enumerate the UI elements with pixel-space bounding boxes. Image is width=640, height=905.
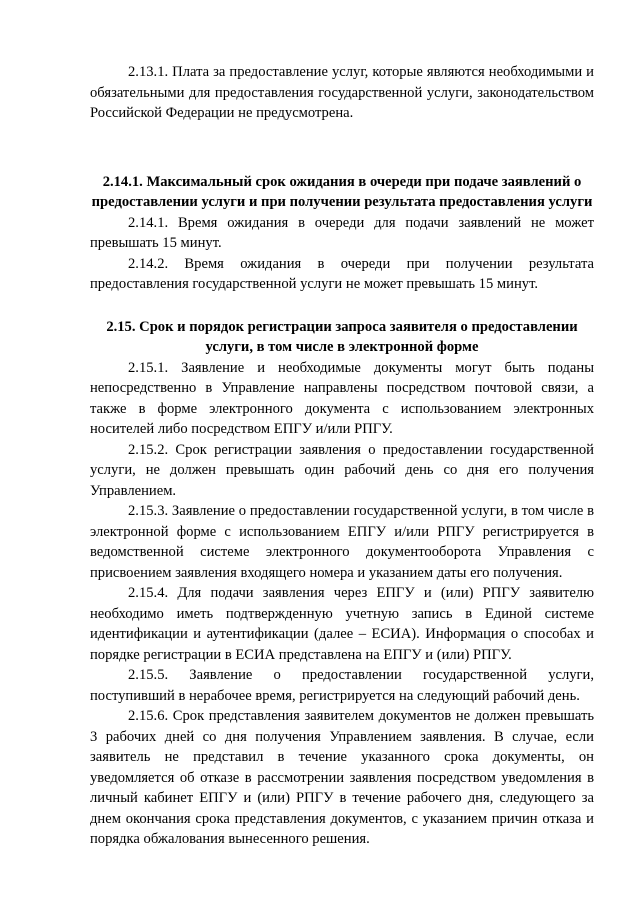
section-spacer	[90, 295, 594, 317]
paragraph-2-15-3: 2.15.3. Заявление о предоставлении государственной услуги, в том числе в электронной форме с использованием ЕПГУ и/или РПГУ регистрируется в ведомственной системе электронного документооборота Управления с присвоением заявления входящего номера и указанием даты его получения.	[90, 503, 594, 581]
paragraph-2-15-2: 2.15.2. Срок регистрации заявления о предоставлении государственной услуги, не должен превышать один рабочий день со дня его получения Управлением.	[90, 441, 594, 499]
section-spacer	[90, 124, 594, 172]
section-heading-2-14-1: 2.14.1. Максимальный срок ожидания в очереди при подаче заявлений о предоставлении услуги и при получении результата предоставления услуги	[91, 173, 593, 210]
paragraph-2-13-1: 2.13.1. Плата за предоставление услуг, которые являются необходимыми и обязательными для предоставления государственной услуги, законодательством Российской Федерации не предусмотрена.	[90, 64, 594, 121]
paragraph-2-15-1: 2.15.1. Заявление и необходимые документы могут быть поданы непосредственно в Управление направлены посредством почтовой связи, а также в форме электронного документа с использованием электронных носителей либо посредством ЕПГУ и/или РПГУ.	[90, 359, 594, 437]
paragraph-2-15-5: 2.15.5. Заявление о предоставлении государственной услуги, поступивший в нерабочее время, регистрируется на следующий рабочий день.	[90, 667, 594, 704]
paragraph-2-15-4: 2.15.4. Для подачи заявления через ЕПГУ и (или) РПГУ заявителю необходимо иметь подтвержденную учетную запись в Единой системе идентификации и аутентификации (далее – ЕСИА). Информация о способах и порядке регистрации в ЕСИА представлена на ЕПГУ и (или) РПГУ.	[90, 585, 594, 663]
section-heading-2-15: 2.15. Срок и порядок регистрации запроса заявителя о предоставлении услуги, в том числе в электронной форме	[106, 318, 578, 355]
paragraph-2-14-1: 2.14.1. Время ожидания в очереди для подачи заявлений не может превышать 15 минут.	[90, 214, 594, 251]
paragraph-2-15-6: 2.15.6. Срок представления заявителем документов не должен превышать 3 рабочих дней со дня получения Управлением заявления. В случае, если заявитель не представил в течение указанного срока документы, он уведомляется об отказе в рассмотрении заявления посредством уведомления в личный кабинет ЕПГУ и (или) РПГУ в течение рабочего дня, следующего за днем окончания срока представления документов, с указанием причин отказа и порядка обжалования вынесенного решения.	[90, 708, 594, 847]
document-body	[90, 62, 594, 850]
paragraph-2-14-2: 2.14.2. Время ожидания в очереди при получении результата предоставления государственной услуги не может превышать 15 минут.	[90, 255, 594, 292]
